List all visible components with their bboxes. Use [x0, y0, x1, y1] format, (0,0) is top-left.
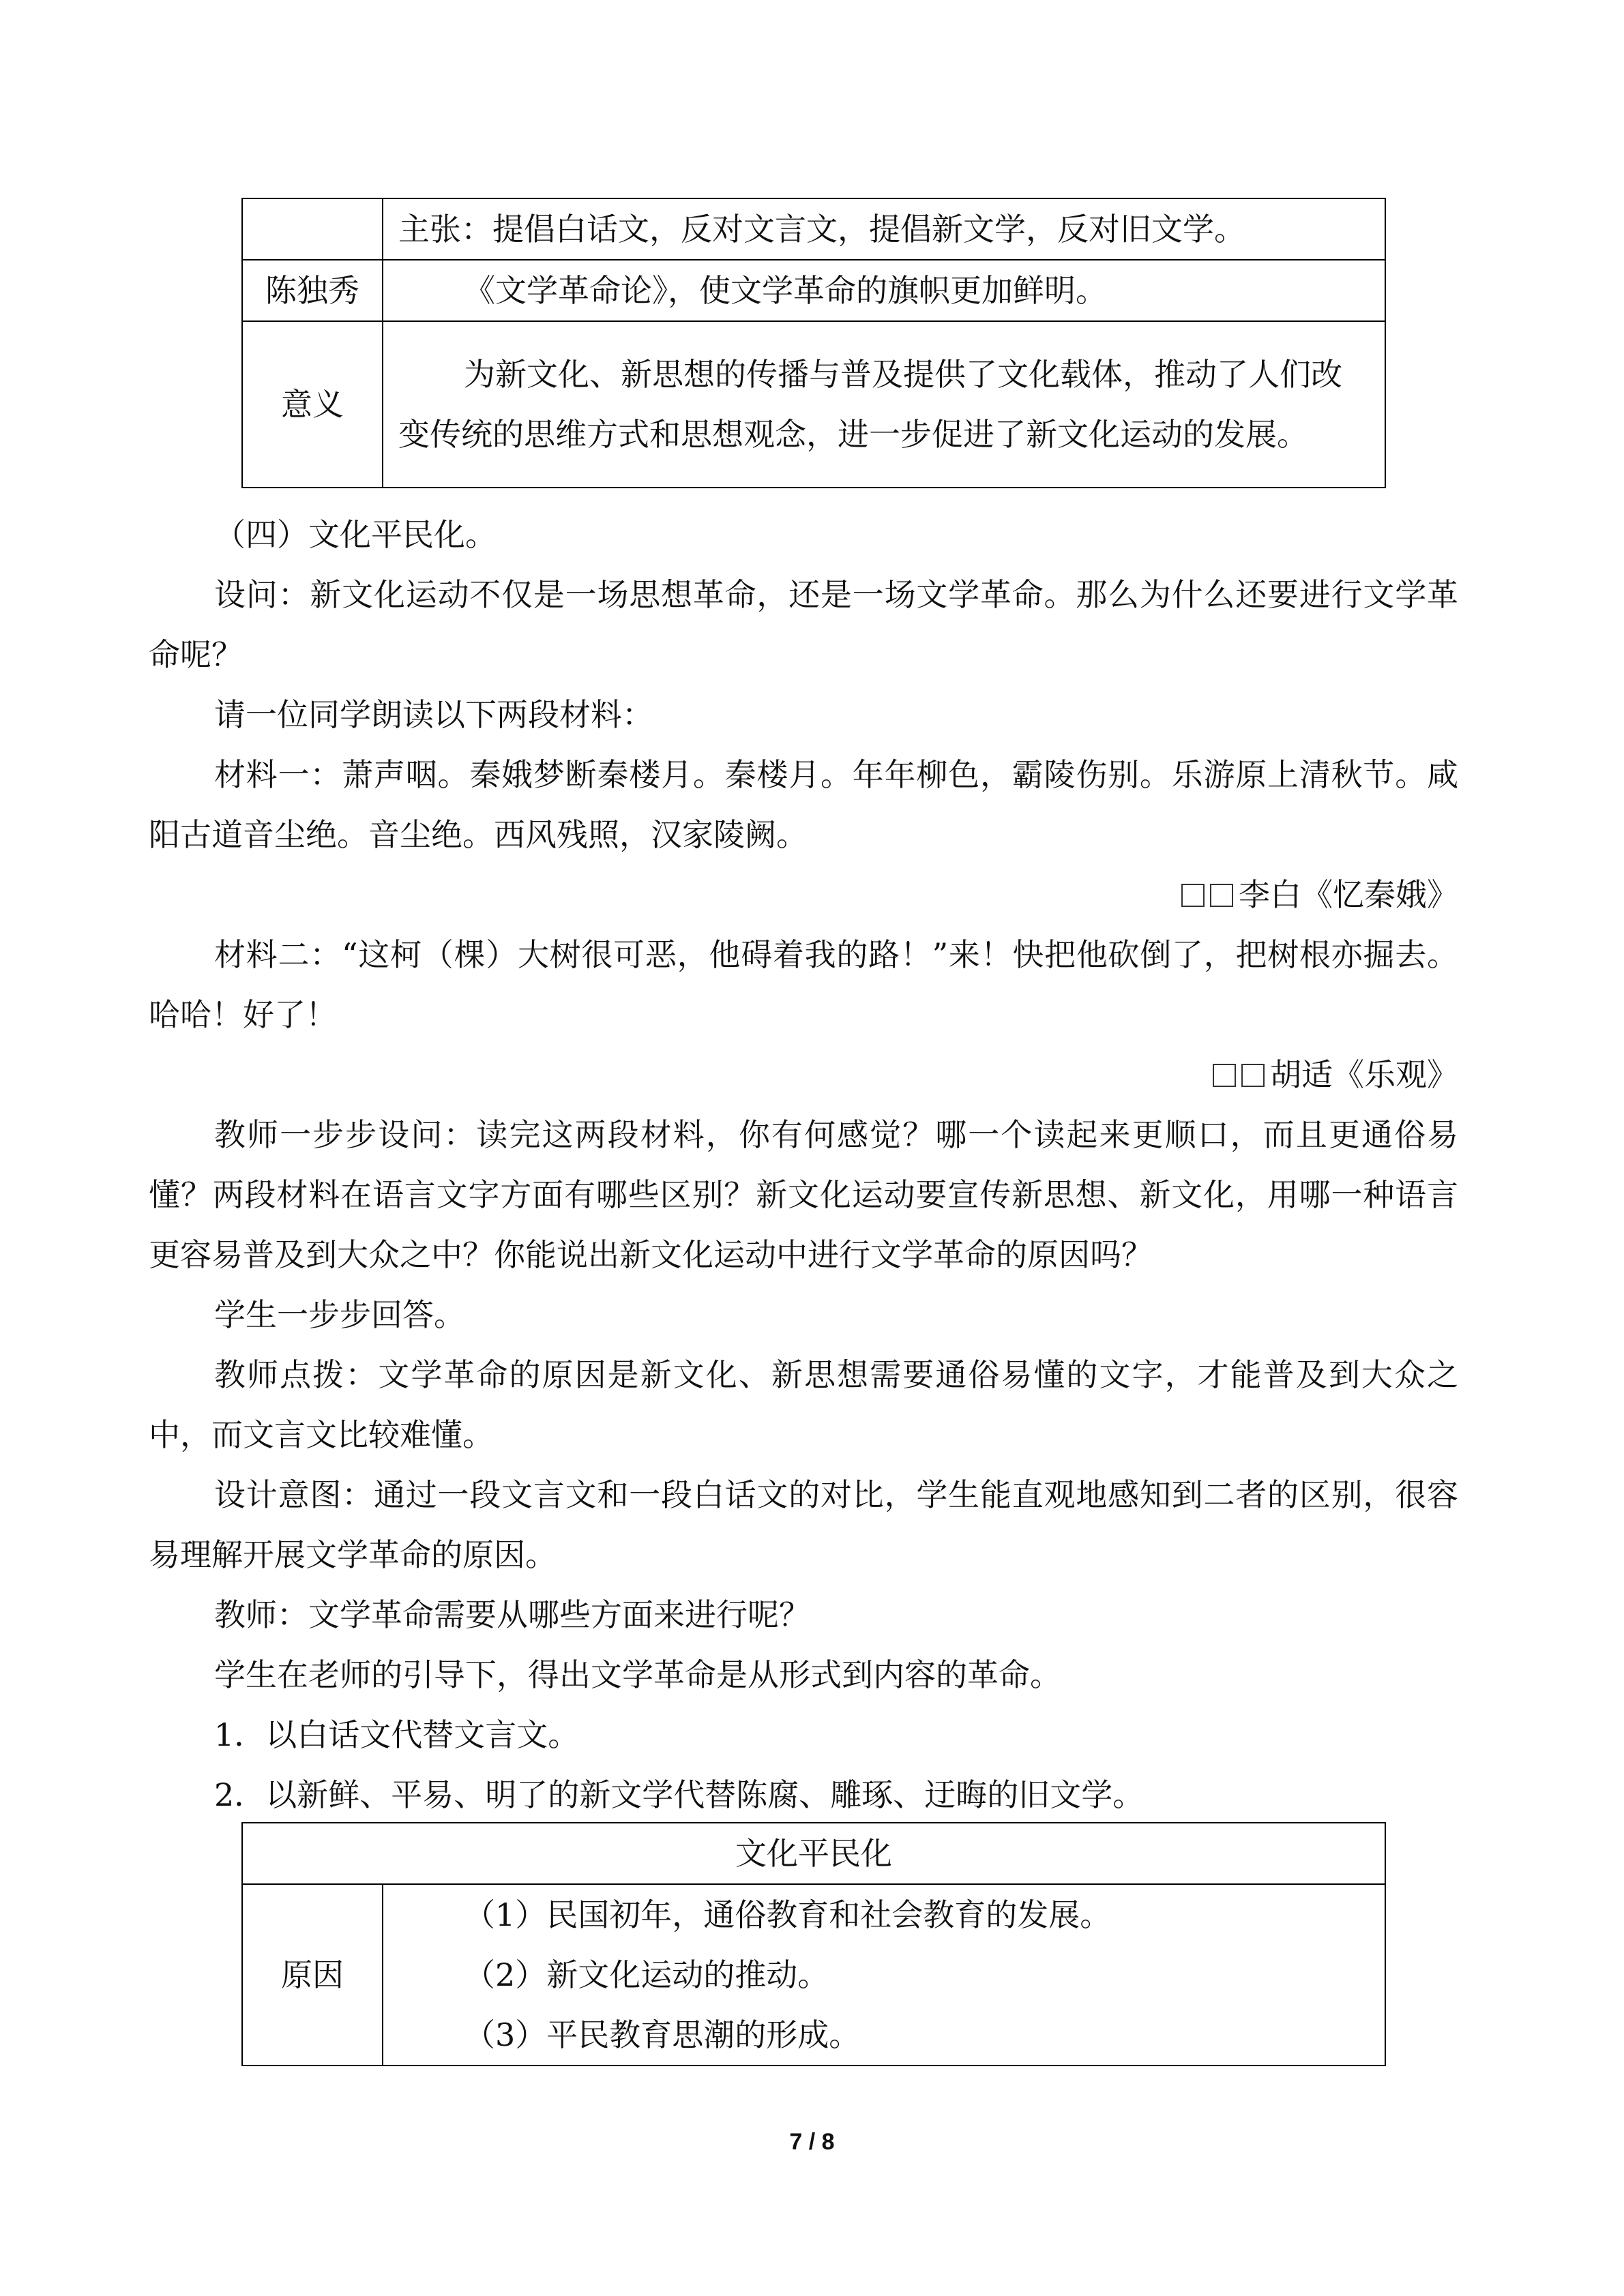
page-number: 7 / 8: [789, 2129, 835, 2155]
source-attribution: [149, 1045, 1458, 1105]
paragraph: 教师：文学革命需要从哪些方面来进行呢？: [214, 1596, 810, 1633]
paragraph: 请一位同学朗读以下两段材料：: [214, 696, 653, 733]
table-row: [242, 198, 1385, 260]
table-cell-content: [383, 1884, 1385, 2066]
table-cell-content: 为新文化、新思想的传播与普及提供了文化载体，推动了人们改变传统的思维方式和思想观念，进一步促进了新文化运动的发展。: [383, 321, 1385, 488]
table-cell-label: 意义: [242, 321, 383, 488]
list-item: 2．以新鲜、平易、明了的新文学代替陈腐、雕琢、迂晦的旧文学。: [214, 1776, 1145, 1813]
source-text: 李白《忆秦娥》: [1239, 876, 1458, 913]
paragraph: 材料一：萧声咽。秦娥梦断秦楼月。秦楼月。年年柳色，霸陵伤别。乐游原上清秋节。咸阳古道音尘绝。音尘绝。西风残照，汉家陵阙。: [149, 756, 1458, 853]
reason-line: （3）平民教育思潮的形成。: [464, 2016, 861, 2053]
table-row: [242, 1884, 1385, 2066]
missing-glyph-icon: [1213, 1064, 1236, 1087]
paragraph: 材料二：“这柯（棵）大树很可恶，他碍着我的路！”来！快把他砍倒了，把树根亦掘去。哈哈！好了！: [149, 936, 1458, 1033]
reason-line: （2）新文化运动的推动。: [464, 1956, 829, 1993]
paragraph: 学生在老师的引导下，得出文学革命是从形式到内容的革命。: [214, 1656, 1061, 1693]
top-table: [241, 198, 1386, 488]
table-cell-content: 《文学革命论》，使文学革命的旗帜更加鲜明。: [383, 260, 1385, 321]
table-cell-label: [242, 198, 383, 260]
list-item: 1．以白话文代替文言文。: [214, 1716, 580, 1753]
source-text: 胡适《乐观》: [1270, 1056, 1458, 1093]
paragraph: 教师一步步设问：读完这两段材料，你有何感觉？哪一个读起来更顺口，而且更通俗易懂？两段材料在语言文字方面有哪些区别？新文化运动要宣传新思想、新文化，用哪一种语言更容易普及到大众之中？你能说出新文化运动中进行文学革命的原因吗？: [149, 1116, 1458, 1273]
body-text: [149, 505, 1458, 1825]
section-heading: （四）文化平民化。: [214, 516, 497, 553]
table-row: [242, 321, 1385, 488]
table-title: 文化平民化: [242, 1823, 1385, 1884]
bottom-table: [241, 1822, 1386, 2066]
paragraph: 设计意图：通过一段文言文和一段白话文的对比，学生能直观地感知到二者的区别，很容易理解开展文学革命的原因。: [149, 1476, 1458, 1573]
table-row: [242, 260, 1385, 321]
missing-glyph-icon: [1210, 884, 1233, 907]
paragraph: 学生一步步回答。: [214, 1296, 465, 1333]
missing-glyph-icon: [1241, 1064, 1265, 1087]
table-header-row: [242, 1823, 1385, 1884]
table-cell-content: 主张：提倡白话文，反对文言文，提倡新文学，反对旧文学。: [383, 198, 1385, 260]
paragraph: 教师点拨：文学革命的原因是新文化、新思想需要通俗易懂的文字，才能普及到大众之中，而文言文比较难懂。: [149, 1356, 1458, 1453]
paragraph: 设问：新文化运动不仅是一场思想革命，还是一场文学革命。那么为什么还要进行文学革命呢？: [149, 576, 1458, 673]
reason-line: （1）民国初年，通俗教育和社会教育的发展。: [464, 1896, 1112, 1933]
source-attribution: [149, 865, 1458, 925]
table-cell-label: 陈独秀: [242, 260, 383, 321]
table-cell-label: 原因: [242, 1884, 383, 2066]
missing-glyph-icon: [1181, 884, 1205, 907]
